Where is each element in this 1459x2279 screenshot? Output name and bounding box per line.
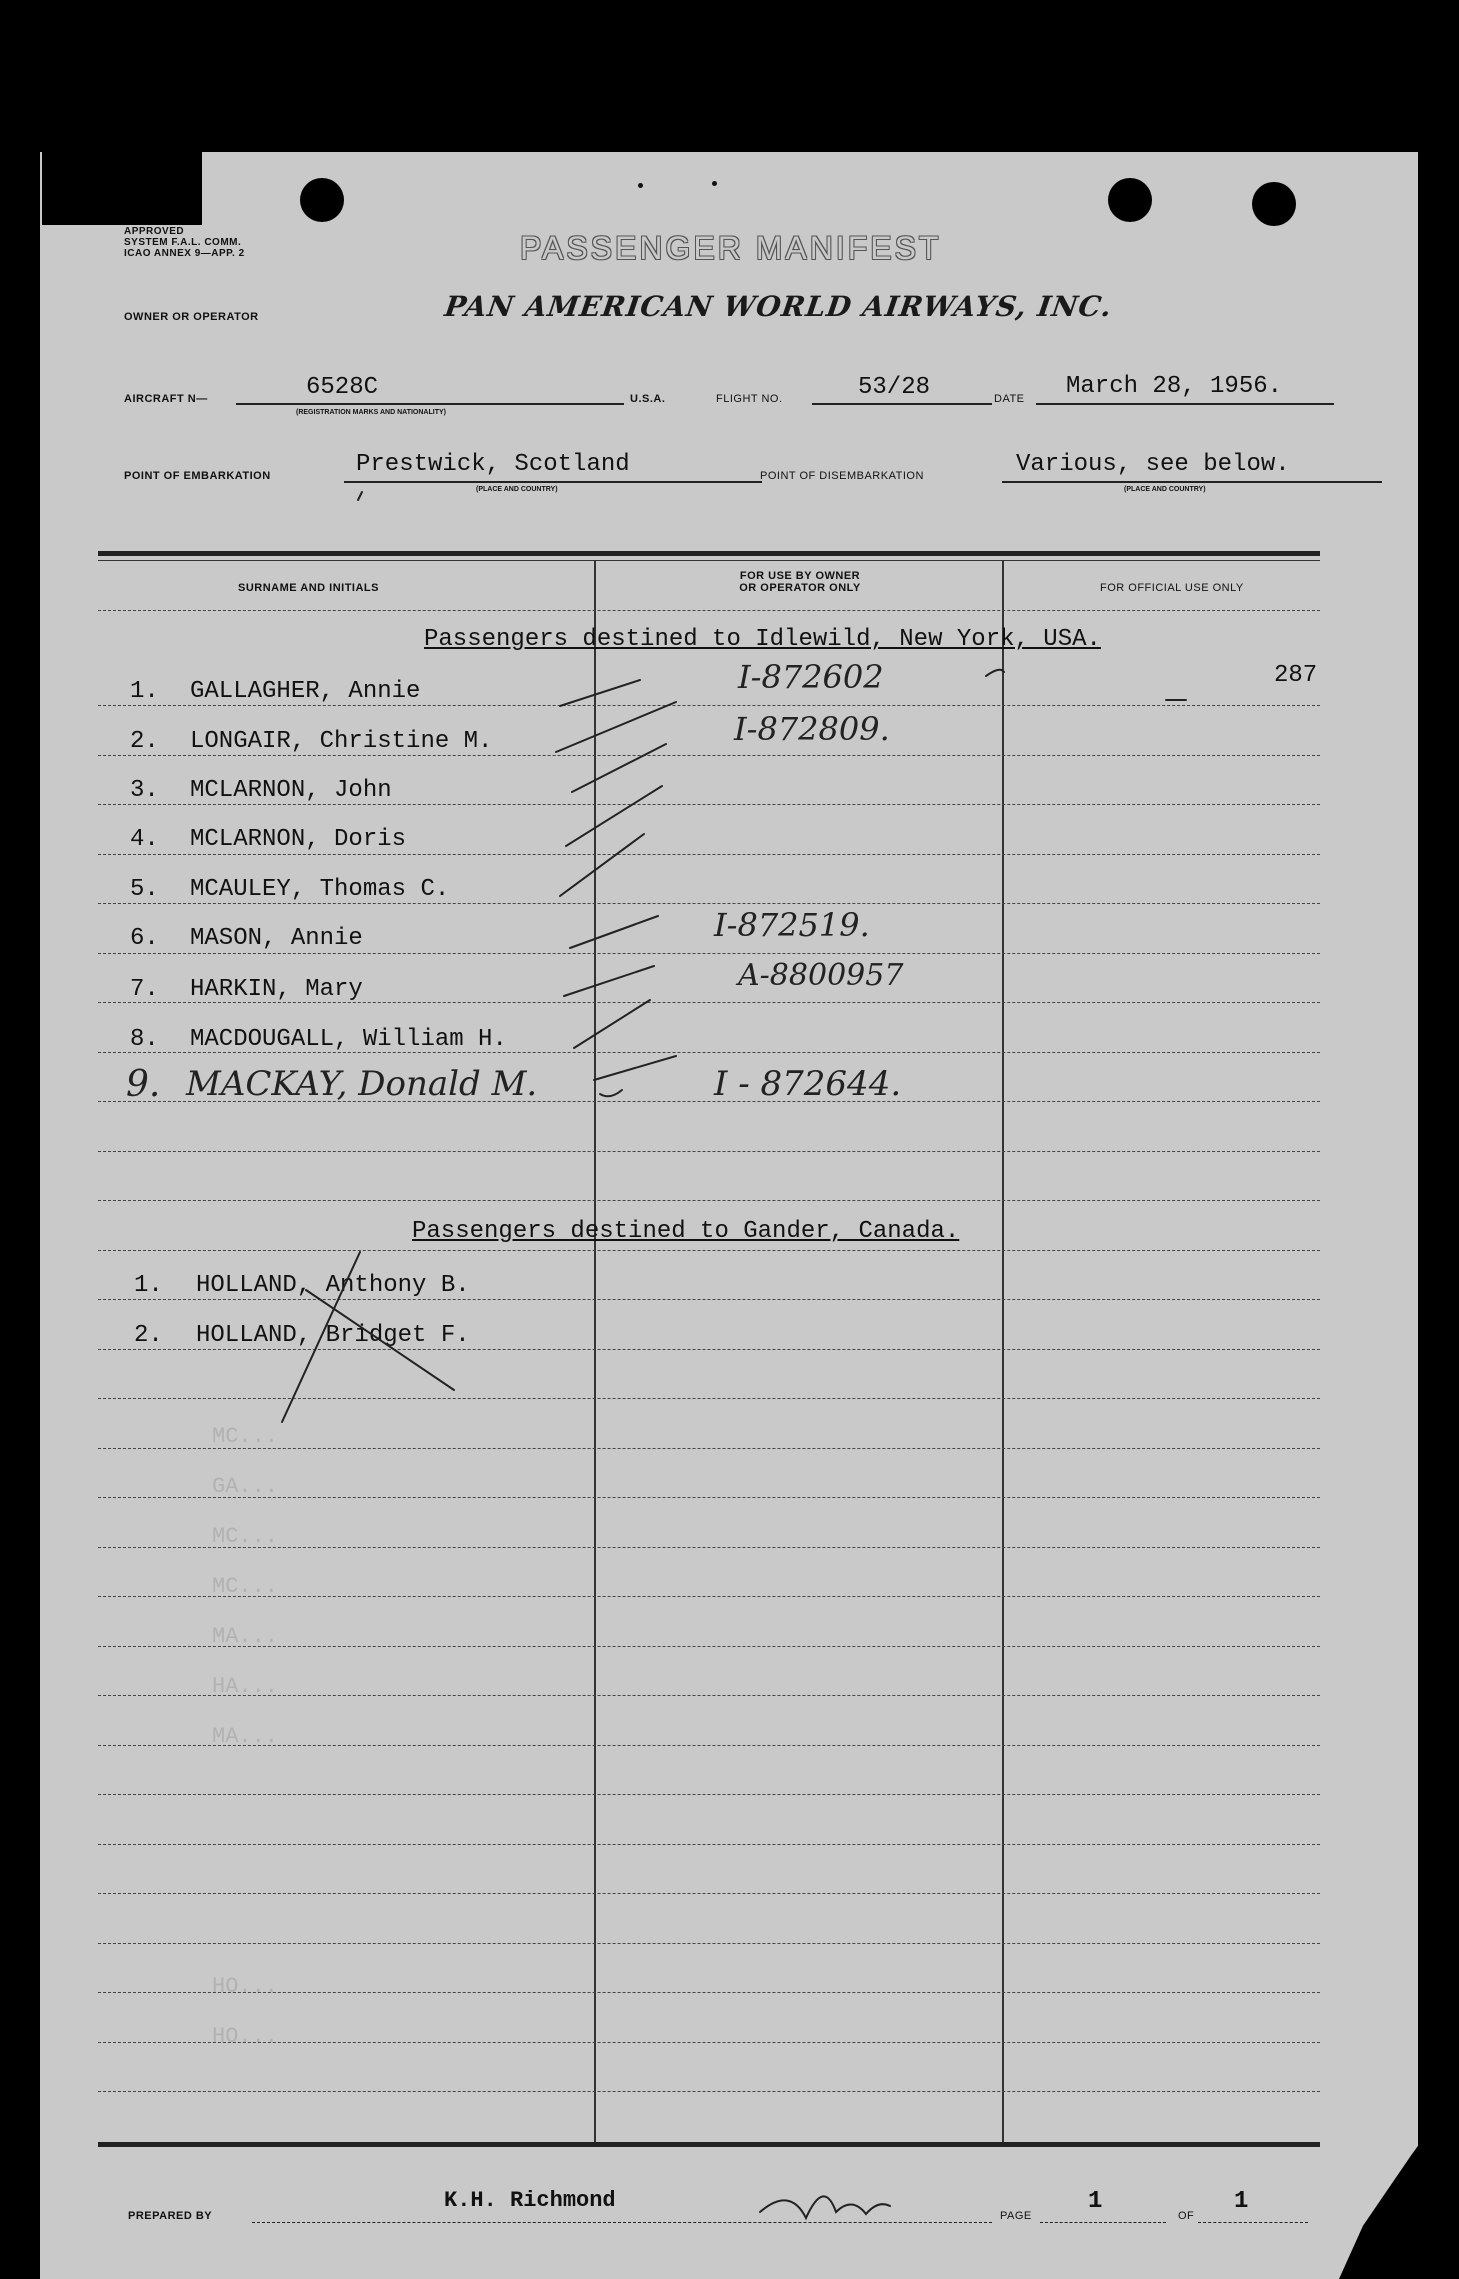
passenger-name: HOLLAND, Bridget F. — [196, 1322, 470, 1349]
group-heading-idlewild: Passengers destined to Idlewild, New York, USA. — [424, 626, 1101, 653]
approval-line: ICAO ANNEX 9—APP. 2 — [124, 248, 245, 259]
bleed-through-text: HO... — [212, 2024, 279, 2049]
column-header-owner-line: OR OPERATOR ONLY — [739, 582, 861, 594]
passenger-number: 7. — [130, 976, 159, 1003]
passenger-name: HOLLAND, Anthony B. — [196, 1272, 470, 1299]
embark-caption: (PLACE AND COUNTRY) — [476, 486, 558, 493]
passenger-name: MASON, Annie — [190, 925, 363, 952]
check-stroke — [560, 834, 644, 896]
bleed-through-text: HO... — [212, 1974, 279, 1999]
disembark-caption: (PLACE AND COUNTRY) — [1124, 486, 1206, 493]
signature-scribble — [760, 2196, 890, 2218]
passenger-number: 2. — [130, 728, 159, 755]
cross-stroke — [282, 1252, 360, 1422]
check-stroke — [566, 786, 662, 846]
passenger-number: 3. — [130, 777, 159, 804]
of-label: OF — [1178, 2210, 1195, 2222]
owner-note: I - 872644. — [714, 1064, 902, 1104]
passenger-number: 5. — [130, 876, 159, 903]
column-header-owner-line: FOR USE BY OWNER — [739, 570, 861, 582]
form-title: PASSENGER MANIFEST — [520, 230, 942, 266]
ink-tail — [986, 670, 1004, 676]
total-pages: 1 — [1234, 2188, 1249, 2215]
passenger-number: 8. — [130, 1026, 159, 1053]
approval-line: SYSTEM F.A.L. COMM. — [124, 237, 242, 248]
bleed-through-text: MA... — [212, 1624, 279, 1649]
owner-note: I-872602 — [738, 658, 884, 696]
bleed-through-text: MA... — [212, 1724, 279, 1749]
passenger-number: 4. — [130, 826, 159, 853]
page-label: PAGE — [1000, 2210, 1032, 2222]
disembark-value: Various, see below. — [1016, 451, 1290, 478]
owner-label: OWNER OR OPERATOR — [124, 311, 259, 323]
approval-line: APPROVED — [124, 226, 185, 237]
check-stroke — [556, 702, 676, 752]
flight-number: 53/28 — [858, 374, 931, 401]
bleed-through-text: HA... — [212, 1674, 279, 1699]
passenger-name: MACDOUGALL, William H. — [190, 1026, 507, 1053]
bleed-through-text: MC... — [212, 1424, 279, 1449]
date-label: DATE — [994, 393, 1025, 405]
bleed-through-text: MC... — [212, 1524, 279, 1549]
cross-stroke — [306, 1290, 454, 1390]
passenger-number: 1. — [134, 1272, 163, 1299]
registration-caption: (REGISTRATION MARKS AND NATIONALITY) — [296, 409, 446, 416]
page-number: 1 — [1088, 2188, 1103, 2215]
page-fill-line — [1040, 2222, 1166, 2223]
passenger-name: HARKIN, Mary — [190, 976, 363, 1003]
bleed-through-text: GA... — [212, 1474, 279, 1499]
passenger-name: MCLARNON, John — [190, 777, 392, 804]
passenger-name: MCLARNON, Doris — [190, 826, 407, 853]
embark-value: Prestwick, Scotland — [356, 451, 630, 478]
column-header-official: FOR OFFICIAL USE ONLY — [1100, 582, 1244, 594]
date-value: March 28, 1956. — [1066, 373, 1283, 400]
aircraft-registration: 6528C — [306, 374, 379, 401]
ink-speck — [358, 492, 362, 500]
check-stroke — [574, 1000, 650, 1048]
ink-tail — [600, 1090, 622, 1096]
check-stroke — [572, 744, 666, 792]
operator-stamp: PAN AMERICAN WORLD AIRWAYS, INC. — [442, 290, 1115, 323]
column-header-surname: SURNAME AND INITIALS — [238, 582, 379, 594]
owner-note: A-8800957 — [738, 958, 904, 993]
passenger-name: MACKAY, Donald M. — [186, 1064, 538, 1104]
official-number: 287 — [1274, 662, 1318, 689]
disembark-label: POINT OF DISEMBARKATION — [760, 470, 924, 482]
usa-label: U.S.A. — [630, 393, 666, 405]
embark-label: POINT OF EMBARKATION — [124, 470, 271, 482]
aircraft-label: AIRCRAFT N— — [124, 393, 208, 405]
passenger-number: 1. — [130, 678, 159, 705]
passenger-name: MCAULEY, Thomas C. — [190, 876, 450, 903]
check-stroke — [560, 680, 640, 706]
owner-note: I-872519. — [714, 906, 870, 944]
group-heading-gander: Passengers destined to Gander, Canada. — [412, 1218, 960, 1245]
passenger-name: GALLAGHER, Annie — [190, 678, 421, 705]
prepared-fill-line — [252, 2222, 992, 2223]
bleed-through-text: MC... — [212, 1574, 279, 1599]
prepared-label: PREPARED BY — [128, 2210, 213, 2222]
passenger-number: 9. — [126, 1064, 161, 1105]
flight-label: FLIGHT NO. — [716, 393, 783, 405]
owner-note: I-872809. — [734, 710, 890, 748]
check-stroke — [564, 966, 654, 996]
passenger-number: 6. — [130, 925, 159, 952]
check-stroke — [570, 916, 658, 948]
prepared-by: K.H. Richmond — [444, 2188, 616, 2213]
total-fill-line — [1198, 2222, 1308, 2223]
passenger-name: LONGAIR, Christine M. — [190, 728, 493, 755]
check-stroke — [594, 1056, 676, 1080]
passenger-number: 2. — [134, 1322, 163, 1349]
